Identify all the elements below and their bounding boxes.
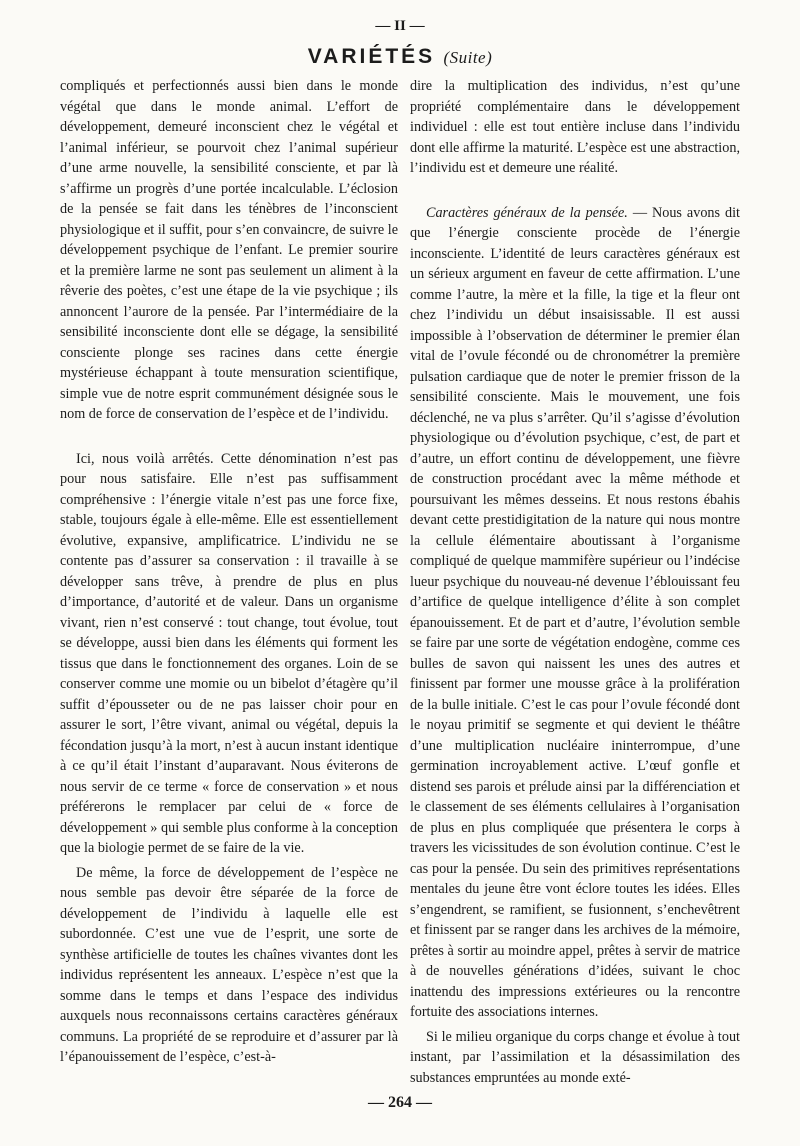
left-paragraph-3: De même, la force de développement de l’espèce ne nous semble pas devoir être séparée de la force de développement de l’individu à laquelle elle est subordonnée. C’est une vue de l’esprit, une sorte de synthèse artificielle de toutes les chaînes vivantes dont les individus représentent les anneaux. L’espèce n’est que la somme dans le temps et dans l’espace des individus auxquels nous reconnaissons certains caractères généraux communs. La propriété de se reproduire et d’assurer par là l’épanouissement de l’espèce, c’est-à-	[60, 864, 398, 1065]
left-paragraph-1: compliqués et perfectionnés aussi bien dans le monde végétal que dans le monde animal. L’effort de développement, demeuré inconscient chez le végétal et l’animal inférieur, se pourvoit chez l’animal supérieur d’une arme nouvelle, la sensibilité consciente, et par là s’affirme un progrès d’une portée incalculable. L’éclosion de la pensée se fait dans les ténèbres de l’inconscient physiologique et il suffit, pour s’en convaincre, de suivre le développement psychique de l’enfant. Le premier sourire et la première larme ne sont pas seulement un aliment à la rêverie des poètes, c’est une étape de la vie psychique ; ils annoncent l’aurore de la pensée. Par l’intermédiaire de la sensibilité inconsciente dont elle se dégage, la sensibilité consciente plonge ses racines dans cette énergie mystérieuse échappant à toute mensuration scientifique, simple vue de notre esprit communément désignée sous le nom de force de conservation de l’espèce et de l’individu.	[60, 78, 398, 422]
footer-page-number: — 264 —	[368, 1094, 432, 1111]
right-paragraph-2-body: — Nous avons dit que l’énergie consciente procède de l’énergie inconsciente. L’identité de leurs caractères généraux est un sérieux argument en faveur de cette affirmation. L’une comme l’autre, la mère et la fille, la tige et la fleur ont chez l’individu un début insaisissable. Il est aussi impossible à l’observation de déterminer le premier élan vital de l’ovule fécondé ou de chronométrer la première pulsation cardiaque que de noter le premier frisson de la sensibilité consciente. Mais le mouvement, une fois déclenché, ne va plus s’arrêter. Qu’il s’agisse d’évolution physiologique ou d’évolution psychique, c’est, de part et d’autre, un effort continu de développement, une fièvre de construction procédant avec la même méthode et poursuivant les mêmes desseins. Et nous restons ébahis devant cette prestidigitation de la nature qui nous montre la cellule élémentaire aboutissant à l’organisme compliqué de quelque mammifère supérieur ou l’indécise lueur psychique du nouveau-né devenue l’éblouissant feu d’artifice de quelque intelligence d’élite à son complet épanouissement. Et de part et d’autre, l’évolution semble se faire par une sorte de végétation endogène, comme ces bulles de savon qui naissent les unes des autres et finissent par former une mousse grâce à la prolifération de la bulle initiale. C’est le cas pour l’ovule fécondé dont le noyau primitif se segmente et qui devient le théâtre d’une multiplication nucléaire ininterrompue, d’une germination incroyablement active. L’œuf gonfle et distend ses parois et prélude ainsi par la différenciation et le classement de ses éléments cellulaires à l’organisation de plus en plus compliquée que présentera le corps à travers les vicissitudes de son évolution continue. C’est le cas pour la pensée. Du sein des primitives représentations mentales du jeune être vont éclore toutes les idées. Elles s’engendrent, se ramifient, se fusionnent, s’enchevêtrent et finissent par se ranger dans les archives de la mémoire, prêtes à sortir au moindre appel, prêtes à servir de matrice à de nouvelles générations d’idées, suivant le choc inattendu des impressions extérieures ou la rencontre fortuite des associations internes.	[410, 204, 740, 1020]
section-title-main: VARIÉTÉS	[307, 45, 436, 68]
right-paragraph-1: dire la multiplication des individus, n’est qu’une propriété complémentaire dans le développement individuel : elle est tout entière incluse dans l’individu dont elle affirme la maturité. L’espèce est une abstraction, l’individu est et demeure une réalité.	[410, 78, 740, 176]
left-column	[60, 76, 398, 1068]
section-title-suite: (Suite)	[443, 48, 493, 67]
right-paragraph-2	[410, 203, 740, 1023]
right-paragraph-3: Si le milieu organique du corps change et évolue à tout instant, par l’assimilation et la désassimilation des substances empruntées au monde exté-	[410, 1028, 740, 1086]
subsection-heading: Caractères généraux de la pensée.	[426, 204, 628, 221]
header-page-number: — II —	[375, 18, 425, 34]
left-paragraph-2: Ici, nous voilà arrêtés. Cette dénomination n’est pas pour nous satisfaire. Elle n’est pas suffisamment compréhensive : l’énergie vitale n’est pas une force fixe, stable, toujours égale à elle-même. Elle est essentiellement évolutive, expansive, amplificatrice. L’individu ne se contente pas d’assurer sa conservation : il travaille à se développer sans trêve, à prendre de plus en plus d’importance, d’autorité et de valeur. Dans un organisme vivant, rien n’est conservé : tout change, tout évolue, tout se développe, aussi bien dans les éléments qui forment les tissus que dans le fonctionnement des organes. Loin de se conserver comme une momie ou un bibelot d’étagère qu’il suffit d’épousseter ou de ne pas laisser choir pour en assurer le sort, l’être vivant, animal ou végétal, depuis la fécondation jusqu’à la mort, n’est à aucun instant identique à ce qu’il était l’instant d’auparavant. Nous éviterons de nous servir de ce terme « force de conservation » et nous préférerons le remplacer par celui de « force de développement » qui semble plus conforme à la conception que la biologie permet de se faire de la vie.	[60, 450, 398, 856]
section-title	[0, 44, 800, 69]
right-column	[410, 76, 740, 1088]
